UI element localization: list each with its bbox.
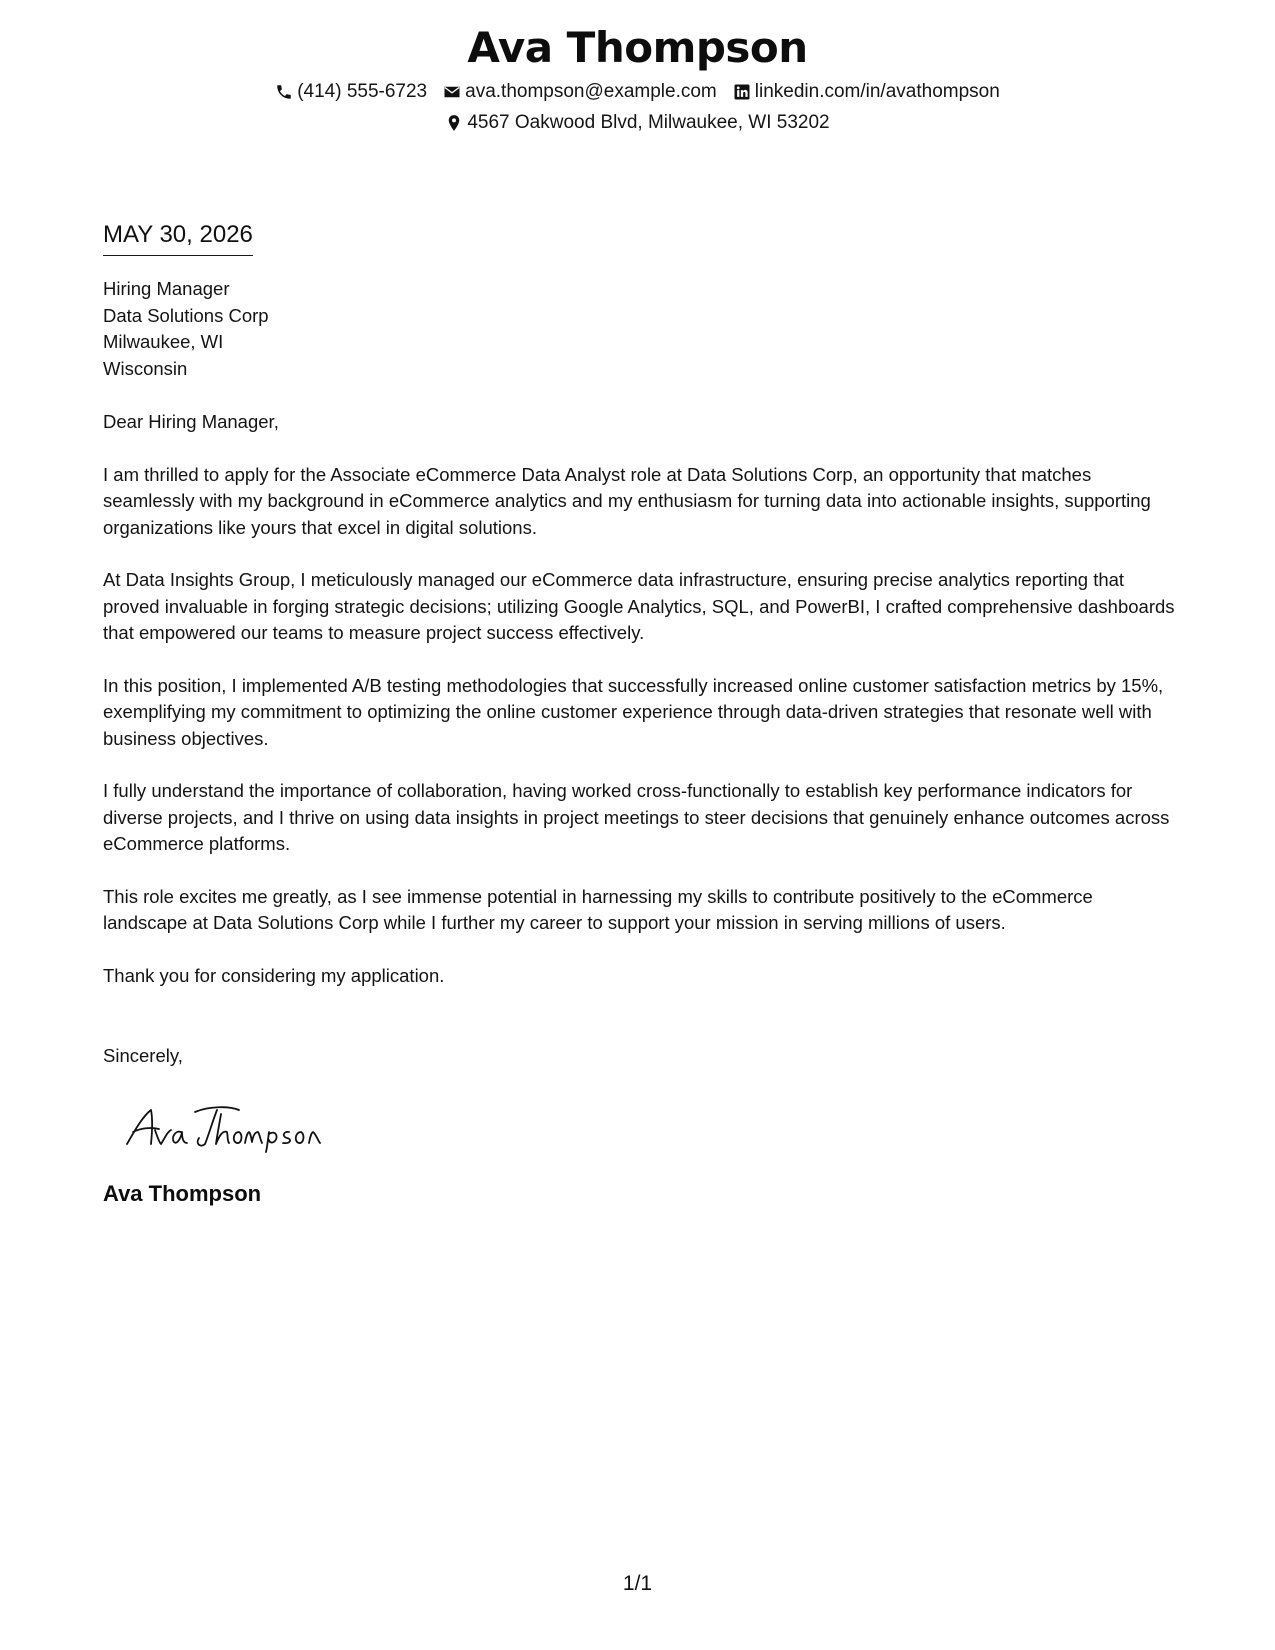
phone-icon xyxy=(275,83,293,101)
linkedin-url: linkedin.com/in/avathompson xyxy=(754,81,1000,102)
contact-row xyxy=(0,76,1275,107)
body-paragraph: This role excites me greatly, as I see immense potential in harnessing my skills to contribute positively to the eCommerce landscape at Data Solutions Corp while I further my career to support your mission in serving millions of users. xyxy=(103,885,1093,933)
contact-phone xyxy=(275,76,427,107)
salutation: Dear Hiring Manager, xyxy=(103,411,279,432)
letter-body xyxy=(103,218,1178,1209)
closing-line: Thank you for considering my application. xyxy=(103,964,445,986)
contact-address xyxy=(445,107,829,138)
address-row xyxy=(0,107,1275,138)
handwritten-signature xyxy=(121,1100,351,1154)
linkedin-icon xyxy=(733,83,751,101)
contact-email xyxy=(443,76,717,107)
recipient-line: Hiring Manager xyxy=(103,278,230,299)
body-paragraph: In this position, I implemented A/B testing methodologies that successfully increased online customer satisfaction metrics by 15%, exemplifying my commitment to optimizing the online customer experience through data-driven strategies that resonate well with business objectives. xyxy=(103,674,1164,749)
envelope-icon xyxy=(443,83,461,101)
map-pin-icon xyxy=(445,114,463,132)
page-number: 1/1 xyxy=(622,1572,653,1595)
recipient-line: Data Solutions Corp xyxy=(103,304,269,326)
email-address: ava.thompson@example.com xyxy=(465,81,717,102)
phone-number: (414) 555-6723 xyxy=(297,81,428,102)
signoff: Sincerely, xyxy=(103,1045,183,1066)
recipient-block xyxy=(103,276,1178,382)
letter-header xyxy=(0,20,1275,138)
body-paragraph: I fully understand the importance of collaboration, having worked cross-functionally to establish key performance indicators for diverse projects, and I thrive on using data insights in project meetings to steer decisions that genuinely enhance outcomes across eCommerce platforms. xyxy=(103,780,1170,854)
body-paragraph: At Data Insights Group, I meticulously managed our eCommerce data infrastructure, ensuring precise analytics reporting that proved invaluable in forging strategic decisions; utilizing Google Analytics, SQL, and PowerBI, I crafted comprehensive dashboards that empowered our teams to measure project success effectively. xyxy=(103,569,1175,643)
body-paragraph: I am thrilled to apply for the Associate eCommerce Data Analyst role at Data Solutions Corp, an opportunity that matches seamlessly with my background in eCommerce analytics and my enthusiasm for turning data into actionable insights, supporting organizations like yours that excel in digital solutions. xyxy=(103,463,1151,538)
signer-name: Ava Thompson xyxy=(103,1181,262,1206)
contact-linkedin xyxy=(733,76,1000,107)
street-address: 4567 Oakwood Blvd, Milwaukee, WI 53202 xyxy=(467,112,830,133)
applicant-name: Ava Thompson xyxy=(467,23,808,72)
recipient-line: Wisconsin xyxy=(103,357,188,379)
recipient-line: Milwaukee, WI xyxy=(103,331,224,352)
letter-date: MAY 30, 2026 xyxy=(103,218,253,256)
